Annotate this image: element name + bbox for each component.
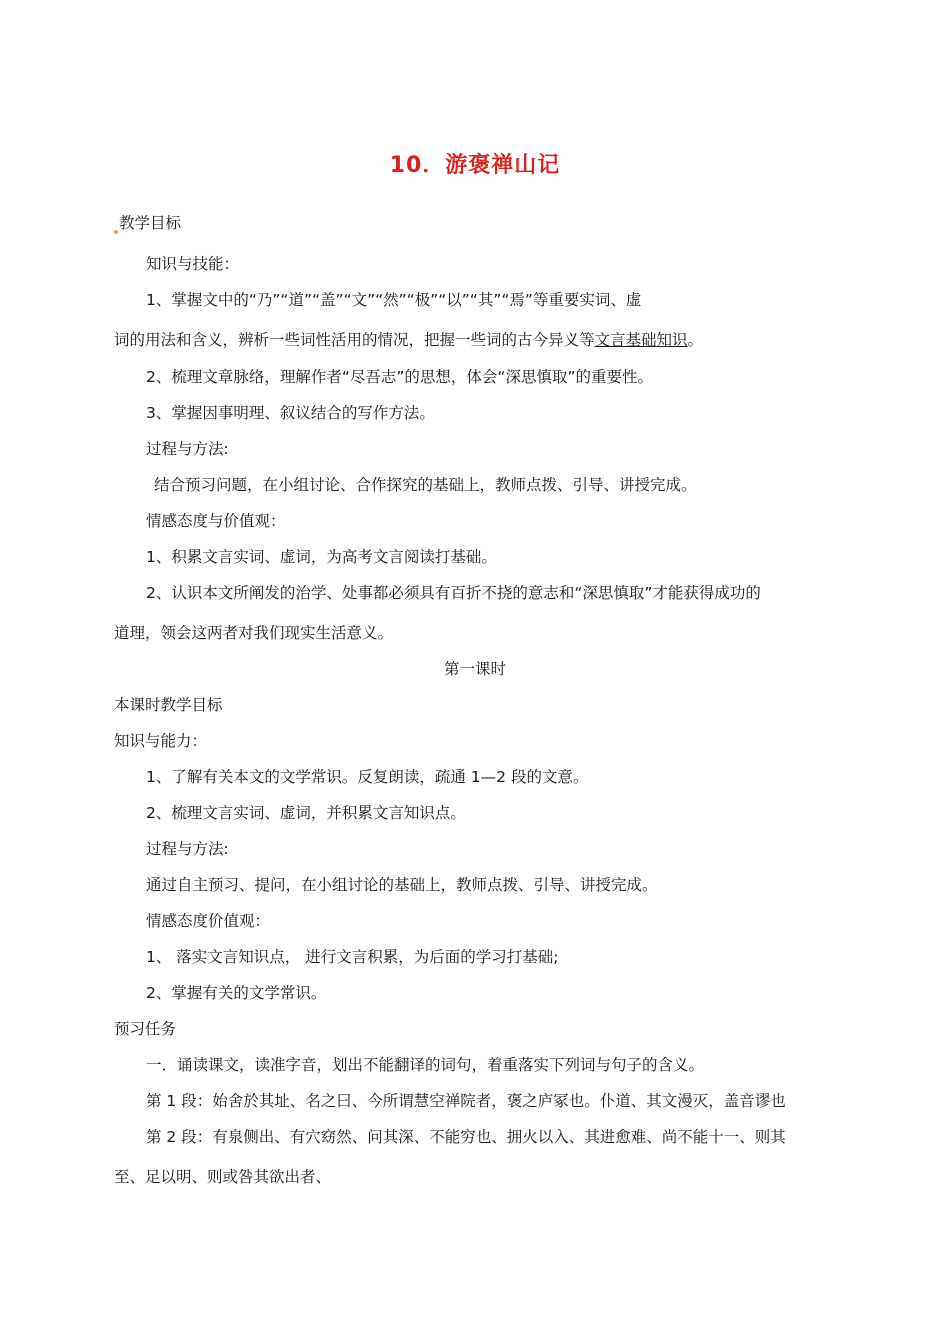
- preview-paragraph-2-line-1: 第 2 段：有泉侧出、有穴窈然、问其深、不能穷也、拥火以入、其进愈难、尚不能十一、则其: [146, 1128, 786, 1146]
- lesson-knowledge-heading: 知识与能力：: [114, 732, 208, 750]
- preview-paragraph-2-line-2: 至、足以明、则或咎其欲出者、: [114, 1168, 332, 1186]
- annotation-marker: [114, 230, 118, 234]
- goal-item-3: 3、掌握因事明理、叙议结合的写作方法。: [146, 404, 435, 422]
- lesson-process-text: 通过自主预习、提问，在小组讨论的基础上，教师点拨、引导、讲授完成。: [146, 876, 658, 894]
- preview-heading: 预习任务: [114, 1020, 177, 1038]
- goal-item-1-line-1: 1、掌握文中的“乃”“道”“盖”“文”“然”“极”“以”“其”“焉”等重要实词、虚: [146, 291, 642, 309]
- emotion-heading: 情感态度与价值观：: [146, 512, 286, 530]
- lesson-emotion-item-1: 1、 落实文言知识点， 进行文言积累，为后面的学习打基础;: [146, 948, 559, 966]
- section-heading-teaching-goals: 教学目标: [114, 212, 181, 234]
- lesson-emotion-heading: 情感态度价值观：: [146, 912, 271, 930]
- process-heading: 过程与方法:: [146, 440, 229, 458]
- goal-item-1-line-2: 词的用法和含义，辨析一些词性活用的情况，把握一些词的古今异义等文言基础知识。: [114, 331, 704, 349]
- emotion-item-1: 1、积累文言实词、虚词，为高考文言阅读打基础。: [146, 548, 497, 566]
- lesson-goal-heading: 本课时教学目标: [114, 696, 223, 714]
- knowledge-heading: 知识与技能：: [146, 255, 240, 273]
- emotion-item-2-line-2: 道理，领会这两者对我们现实生活意义。: [114, 624, 394, 642]
- process-text: 结合预习问题，在小组讨论、合作探究的基础上，教师点拨、引导、讲授完成。: [154, 476, 697, 494]
- lesson-item-1: 1、了解有关本文的文学常识。反复朗读，疏通 1—2 段的文意。: [146, 768, 589, 786]
- lesson-heading: 第一课时: [443, 660, 506, 678]
- preview-task-1: 一．诵读课文，读准字音，划出不能翻译的词句，着重落实下列词与句子的含义。: [146, 1056, 705, 1074]
- lesson-process-heading: 过程与方法:: [146, 840, 229, 858]
- lesson-emotion-item-2: 2、掌握有关的文学常识。: [146, 984, 327, 1002]
- underlined-term: 文言基础知识: [594, 331, 688, 349]
- document-title: 10．游褒禅山记: [389, 153, 561, 178]
- emotion-item-2-line-1: 2、认识本文所阐发的治学、处事都必须具有百折不挠的意志和“深思慎取”才能获得成功的: [146, 584, 761, 602]
- lesson-item-2: 2、梳理文言实词、虚词，并积累文言知识点。: [146, 804, 466, 822]
- goal-item-2: 2、梳理文章脉络，理解作者“尽吾志”的思想，体会“深思慎取”的重要性。: [146, 368, 653, 386]
- preview-paragraph-1: 第 1 段：始舍於其址、名之曰、今所谓慧空禅院者，褒之庐冢也。仆道、其文漫灭，盖音谬也: [146, 1092, 786, 1110]
